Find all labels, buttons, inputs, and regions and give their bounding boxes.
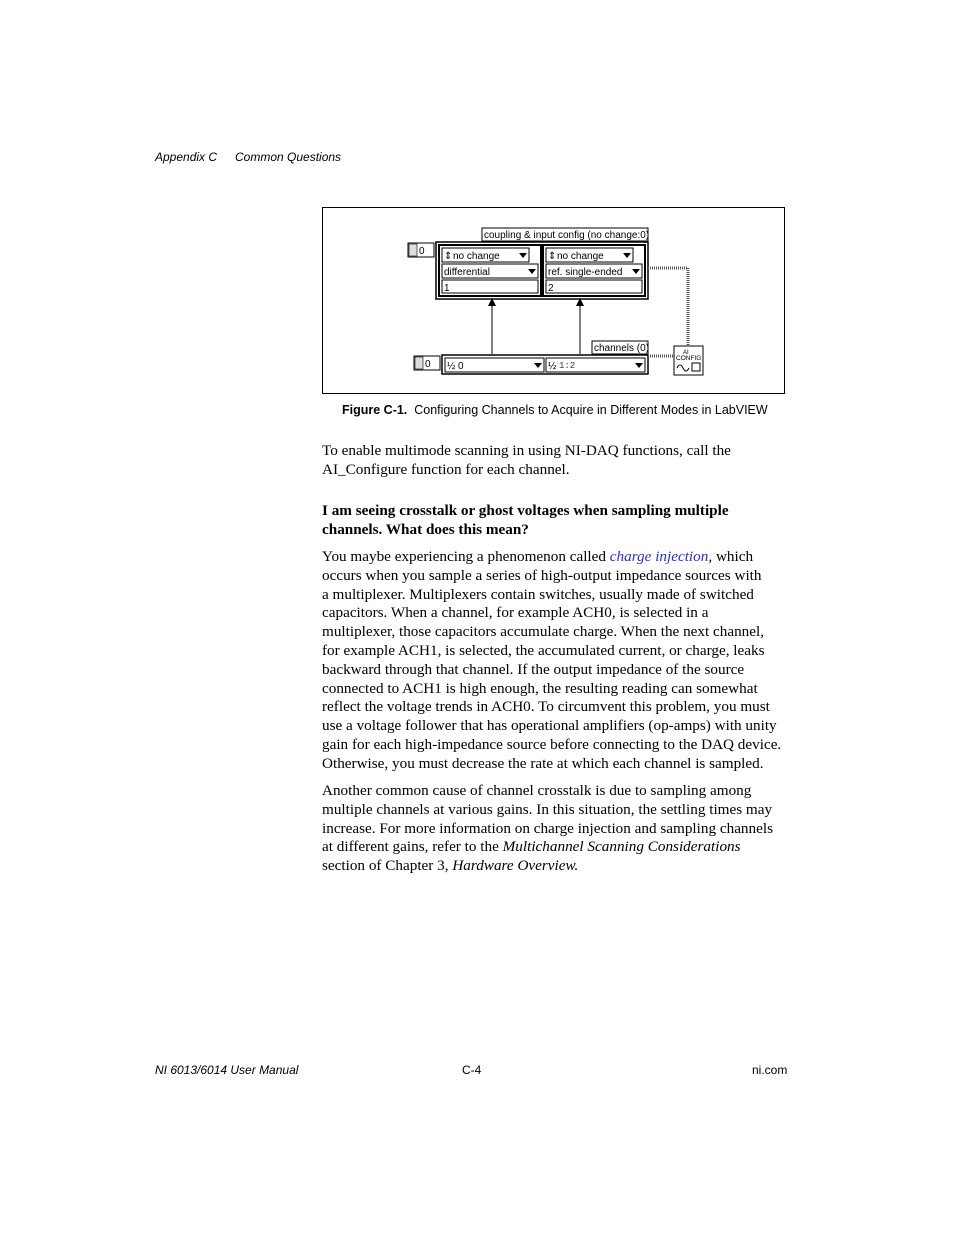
paragraph-line: a multiplexer. Multiplexers contain switches, usually made of switched — [322, 585, 754, 603]
channel-field-1[interactable] — [442, 280, 538, 293]
paragraph-multimode — [322, 442, 785, 480]
channel-value-2: 2 — [548, 283, 554, 294]
channel-icon: ½ — [447, 361, 456, 372]
paragraph-line: Another common cause of channel crosstalk is due to sampling among — [322, 782, 752, 799]
paragraph-line: AI_Configure function for each channel. — [322, 460, 570, 478]
question-heading — [322, 502, 785, 540]
paragraph-line: Otherwise, you must decrease the rate at which each channel is sampled. — [322, 754, 764, 772]
cluster-wire — [648, 268, 688, 348]
footer-manual-title: NI 6013/6014 User Manual — [155, 1063, 299, 1077]
paragraph-line: multiplexer, those capacitors accumulate charge. When the next channel, — [322, 623, 765, 641]
line-text: You maybe experiencing a phenomenon called — [322, 548, 610, 565]
arrows-icon: ⇕ — [444, 251, 453, 262]
paragraph-line: capacitors. When a channel, for example ACH0, is selected in a — [322, 604, 709, 622]
input-config-value-1: differential — [444, 267, 490, 278]
index-bottom-value: 0 — [425, 359, 431, 370]
coupling-value-1: no change — [453, 251, 500, 262]
header-appendix: Appendix C — [155, 150, 218, 164]
gear-icon — [692, 363, 700, 371]
chapter-reference: Hardware Overview. — [452, 857, 579, 875]
paragraph-line: occurs when you sample a series of high-output impedance sources with — [322, 566, 762, 584]
paragraph-line: connected to ACH1 is high enough, the resulting reading can somewhat — [322, 679, 758, 697]
figure-caption-label: Figure C-1. — [342, 403, 408, 417]
vi-icon-label-config: CONFIG — [676, 355, 702, 362]
arrows-icon: ⇕ — [548, 251, 557, 262]
channel-icon: ½ — [548, 361, 557, 372]
paragraph-crosstalk-gains — [322, 782, 785, 876]
vi-icon-label-ai: AI — [683, 350, 689, 356]
paragraph-line: reflect the voltage trends in ACH0. To circumvent this problem, you must — [322, 698, 770, 716]
paragraph-line: To enable multimode scanning in using NI-DAQ functions, call the — [322, 442, 731, 459]
figure-caption — [342, 403, 768, 417]
channel-field-2[interactable] — [546, 280, 642, 293]
labview-diagram — [323, 208, 786, 395]
figure-caption-text: Configuring Channels to Acquire in Different Modes in LabVIEW — [414, 403, 768, 417]
paragraph-line: backward through that channel. If the output impedance of the source — [322, 660, 745, 678]
paragraph-line: multiple channels at various gains. In this situation, the settling times may — [322, 800, 773, 818]
footer-page-number: C-4 — [462, 1063, 482, 1077]
line-text: , which — [708, 548, 754, 565]
index-stepper-top — [409, 244, 417, 256]
paragraph-charge-injection — [322, 548, 785, 774]
footer-website: ni.com — [752, 1063, 788, 1077]
charge-injection-link[interactable]: charge injection — [609, 548, 709, 565]
coupling-value-2: no change — [557, 251, 604, 262]
coupling-label: coupling & input config (no change:0) — [484, 230, 650, 241]
paragraph-line — [322, 857, 785, 876]
paragraph-line: gain for each high-impedance source before connecting to the DAQ device. — [322, 735, 782, 753]
index-top-value: 0 — [419, 246, 425, 257]
question-line: I am seeing crosstalk or ghost voltages when sampling multiple — [322, 502, 729, 519]
channel-string-value-2: 1:2 — [559, 361, 576, 371]
channels-label: channels (0) — [594, 343, 650, 354]
question-line: channels. What does this mean? — [322, 520, 529, 538]
line-text: at different gains, refer to the — [322, 838, 503, 856]
index-stepper-bottom — [415, 357, 423, 369]
channel-string-value-1: 0 — [458, 361, 464, 372]
paragraph-line — [322, 548, 785, 567]
input-config-value-2: ref. single-ended — [548, 267, 623, 278]
paragraph-line: for example ACH1, is selected, the accumulated current, or charge, leaks — [322, 641, 765, 659]
paragraph-line — [322, 838, 785, 857]
header-section-title: Common Questions — [235, 150, 342, 164]
channel-value-1: 1 — [444, 283, 450, 294]
labview-figure — [322, 207, 785, 394]
line-text: section of Chapter 3, — [322, 857, 453, 875]
paragraph-line: increase. For more information on charge injection and sampling channels — [322, 819, 773, 837]
paragraph-line: use a voltage follower that has operational amplifiers (op-amps) with unity — [322, 717, 777, 735]
section-reference: Multichannel Scanning Considerations — [502, 838, 741, 856]
